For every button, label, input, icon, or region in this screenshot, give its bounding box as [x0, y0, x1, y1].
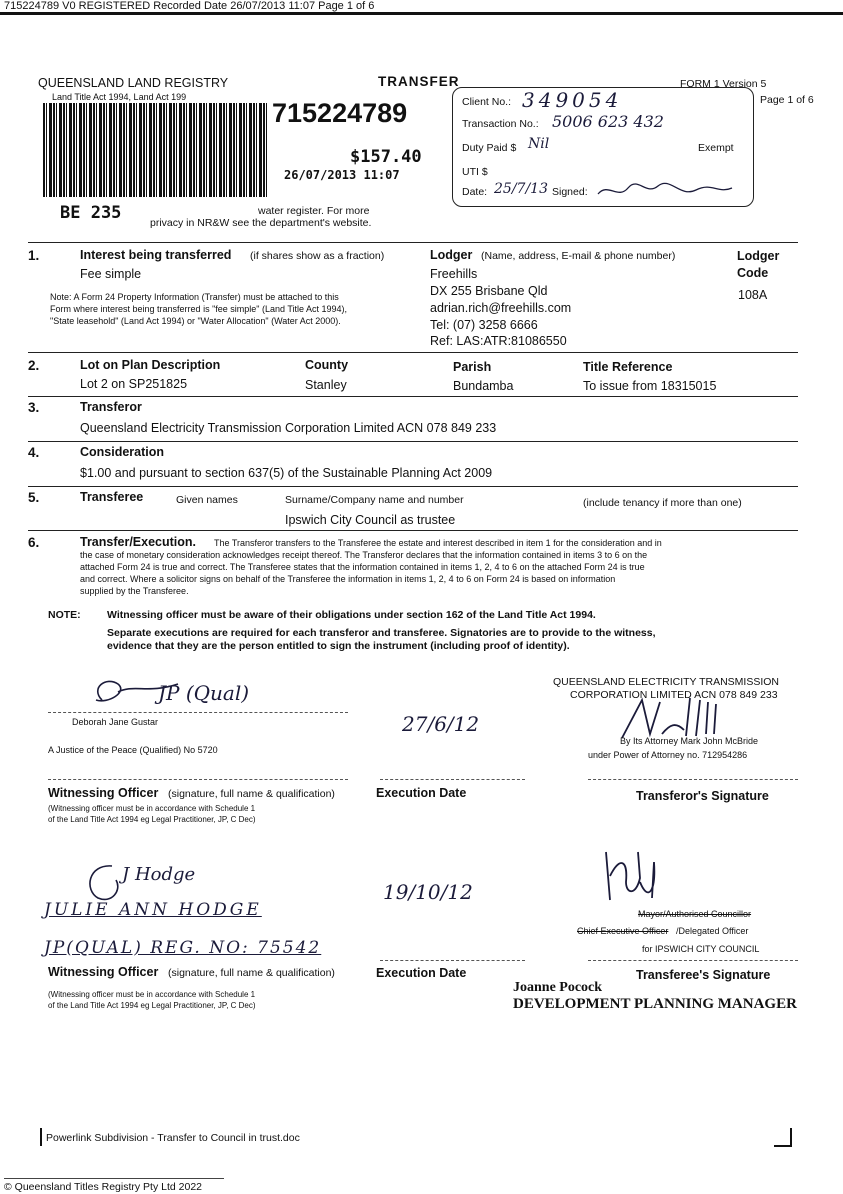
given-names-label: Given names: [176, 494, 238, 506]
item6-number: 6.: [28, 535, 40, 550]
witness-rule-1a: (Witnessing officer must be in accordance with Schedule 1: [48, 804, 256, 813]
execution-heading: Transfer/Execution.: [80, 535, 197, 549]
consideration-heading: Consideration: [80, 445, 165, 459]
record-header: 715224789 V0 REGISTERED Recorded Date 26/07/2013 11:07 Page 1 of 6: [4, 0, 375, 12]
witness-label-1: Witnessing Officer: [48, 786, 159, 800]
witness-label-note-2: (signature, full name & qualification): [168, 967, 335, 979]
consideration-value: $1.00 and pursuant to section 637(5) of the Sustainable Planning Act 2009: [80, 466, 493, 480]
signature-line: [588, 779, 798, 780]
form-label: FORM 1 Version 5: [680, 78, 767, 90]
witness-label-2: Witnessing Officer: [48, 965, 159, 979]
county-value: Stanley: [305, 378, 347, 392]
execution-text-5: supplied by the Transferee.: [80, 586, 189, 596]
signatory-name: Joanne Pocock: [513, 980, 603, 995]
lodger-line-3: adrian.rich@freehills.com: [430, 301, 572, 315]
page-label: Page 1 of 6: [760, 94, 814, 106]
registry-act: Land Title Act 1994, Land Act 199: [52, 92, 187, 102]
item2-number: 2.: [28, 358, 40, 373]
lot-heading: Lot on Plan Description: [80, 358, 221, 372]
corner-mark: [774, 1145, 792, 1147]
dealing-number: 715224789: [272, 98, 408, 128]
form-title: TRANSFER: [378, 74, 460, 89]
date-label: Date:: [462, 186, 488, 198]
client-value: 349054: [522, 88, 623, 112]
execution-text-4: and correct. Where a solicitor signs on behalf of the Transferee the information in items 1, 2, 4 to 6 on Form 24 is based on information: [80, 574, 616, 584]
office-stamp: BE 235: [60, 203, 122, 223]
note-line-1: Witnessing officer must be aware of their obligations under section 162 of the Land Title Act 1994.: [107, 609, 596, 621]
execution-text-3: attached Form 24 is true and correct. The Transferee states that the information contained in items 1, 2, 4 to 6 on the attached Form 24 is true: [80, 562, 645, 572]
witness-qual-2: JP(QUAL) REG. NO: 75542: [44, 938, 322, 958]
section-rule: [28, 486, 798, 487]
witness-qual-handwritten-1: JP (Qual): [158, 681, 250, 705]
execution-date-label-2: Execution Date: [376, 966, 467, 980]
item1-number: 1.: [28, 248, 40, 263]
attorney-line-2: under Power of Attorney no. 712954286: [588, 750, 748, 760]
client-label: Client No.:: [462, 96, 512, 108]
lodger-code-heading: Lodger Code: [737, 249, 780, 280]
delegated-officer: /Delegated Officer: [676, 926, 749, 936]
item1-note-2: Form where interest being transferred is "fee simple" (Land Title Act 1994),: [50, 304, 348, 314]
execution-date-2: 19/10/12: [383, 880, 473, 904]
section-rule: [28, 441, 798, 442]
fee-amount: $157.40: [350, 147, 422, 167]
council-name: for IPSWICH CITY COUNCIL: [642, 944, 760, 954]
section-rule: [28, 530, 798, 531]
transferor-company-2: CORPORATION LIMITED ACN 078 849 233: [570, 689, 778, 701]
lodger-line-4: Tel: (07) 3258 6666: [430, 318, 538, 332]
parish-heading: Parish: [453, 360, 492, 374]
signatory-title: DEVELOPMENT PLANNING MANAGER: [513, 996, 797, 1012]
item1-note-3: "State leasehold" (Land Act 1994) or "Water Allocation" (Water Act 2000).: [50, 316, 341, 326]
title-ref-value: To issue from 18315015: [583, 379, 717, 393]
signature-line: [380, 779, 525, 780]
lodger-heading-note: (Name, address, E-mail & phone number): [481, 250, 676, 262]
parish-value: Bundamba: [453, 379, 514, 393]
duty-value: Nil: [528, 136, 550, 152]
witness-name-2: JULIE ANN HODGE: [44, 900, 262, 920]
county-heading: County: [305, 358, 349, 372]
signature-line: [48, 712, 348, 713]
surname-label: Surname/Company name and number: [285, 494, 464, 506]
item3-number: 3.: [28, 400, 40, 415]
execution-date-label-1: Execution Date: [376, 786, 467, 800]
transferee-value: Ipswich City Council as trustee: [285, 513, 456, 527]
footer-doc-name: Powerlink Subdivision - Transfer to Council in trust.doc: [46, 1132, 300, 1144]
signature-line: [588, 960, 798, 961]
office-signature: [596, 176, 736, 202]
title-ref-heading: Title Reference: [583, 360, 673, 374]
note-label: NOTE:: [48, 609, 81, 621]
signed-label: Signed:: [552, 186, 588, 198]
lodger-line-5: Ref: LAS:ATR:81086550: [430, 334, 567, 348]
section-rule: [28, 396, 798, 397]
item1-note-1: Note: A Form 24 Property Information (Transfer) must be attached to this: [50, 292, 339, 302]
privacy-line-2: privacy in NR&W see the department's website.: [150, 217, 372, 229]
duty-label: Duty Paid $: [462, 142, 517, 154]
attorney-line-1: By Its Attorney Mark John McBride: [620, 736, 759, 746]
transferee-signature-label: Transferee's Signature: [636, 968, 771, 982]
transferor-company-1: QUEENSLAND ELECTRICITY TRANSMISSION: [553, 676, 779, 688]
section-rule: [28, 352, 798, 353]
lodged-datetime: 26/07/2013 11:07: [284, 168, 400, 182]
witness-rule-2b: of the Land Title Act 1994 eg Legal Practitioner, JP, C Dec): [48, 1001, 256, 1010]
lodger-heading: Lodger: [430, 248, 473, 262]
execution-text-1: The Transferor transfers to the Transferee the estate and interest described in item 1 for the consideration and in: [214, 538, 662, 548]
item5-number: 5.: [28, 490, 40, 505]
date-value: 25/7/13: [494, 181, 548, 197]
section-rule: [28, 242, 798, 243]
transferor-heading: Transferor: [80, 400, 142, 414]
lodger-line-2: DX 255 Brisbane Qld: [430, 284, 548, 298]
execution-date-1: 27/6/12: [402, 712, 480, 736]
item1-heading: Interest being transferred: [80, 248, 232, 262]
witness-rule-1b: of the Land Title Act 1994 eg Legal Practitioner, JP, C Dec): [48, 815, 256, 824]
execution-text-2: the case of monetary consideration acknowledges receipt thereof. The Transferor declares that the information contained in items 3 to 6 on the: [80, 550, 648, 560]
witness-signature-2: J Hodge: [122, 864, 196, 885]
footer-copyright: © Queensland Titles Registry Pty Ltd 2022: [4, 1181, 203, 1193]
witness-label-note-1: (signature, full name & qualification): [168, 788, 335, 800]
lot-value: Lot 2 on SP251825: [80, 377, 188, 391]
tenancy-label: (include tenancy if more than one): [583, 497, 742, 509]
transaction-label: Transaction No.:: [462, 118, 539, 130]
privacy-line-1: water register. For more: [258, 205, 370, 217]
note-line-3: evidence that they are the person entitled to sign the instrument (including proof of identity).: [107, 640, 570, 652]
registry-title: QUEENSLAND LAND REGISTRY: [38, 76, 229, 90]
witness-rule-2a: (Witnessing officer must be in accordance with Schedule 1: [48, 990, 256, 999]
item1-value: Fee simple: [80, 267, 142, 281]
transferee-heading: Transferee: [80, 490, 144, 504]
struck-ceo: Chief Executive Officer: [577, 926, 669, 936]
transferor-signature-label: Transferor's Signature: [636, 789, 769, 803]
transferor-value: Queensland Electricity Transmission Corporation Limited ACN 078 849 233: [80, 421, 497, 435]
dealing-barcode: [43, 103, 268, 197]
signature-line: [48, 779, 348, 780]
corner-mark: [40, 1128, 42, 1146]
note-line-2: Separate executions are required for each transferor and transferee. Signatories are to provide to the witness,: [107, 627, 656, 639]
exempt-label: Exempt: [698, 142, 734, 154]
struck-mayor: Mayor/Authorised Councillor: [638, 909, 752, 919]
witness-qual-1: A Justice of the Peace (Qualified) No 5720: [48, 745, 218, 755]
item1-heading-note: (if shares show as a fraction): [250, 250, 385, 262]
footer-rule: [4, 1178, 224, 1179]
transferee-signature: [596, 842, 686, 908]
signature-line: [380, 960, 525, 961]
transaction-value: 5006 623 432: [552, 112, 664, 131]
lodger-code: 108A: [738, 288, 768, 302]
lodger-line-1: Freehills: [430, 267, 478, 281]
uti-label: UTI $: [462, 166, 488, 178]
item4-number: 4.: [28, 445, 40, 460]
header-rule: [0, 12, 843, 15]
corner-mark: [790, 1128, 792, 1146]
witness-name-1: Deborah Jane Gustar: [72, 717, 159, 727]
